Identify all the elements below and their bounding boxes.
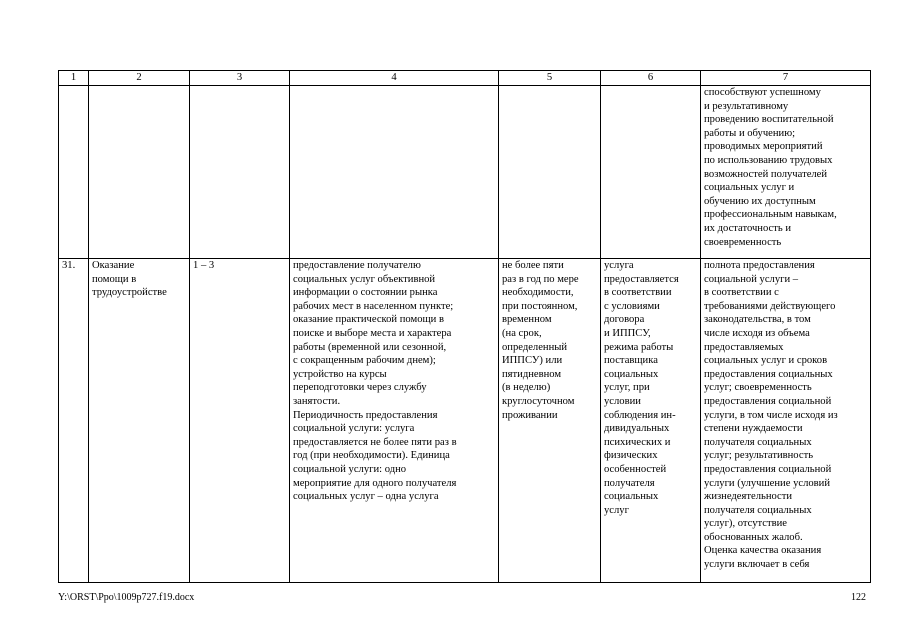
column-header-5: 5 xyxy=(499,71,601,86)
cell-quality-criteria: полнота предоставления социальной услуги – в соответствии с требованиями действующего законодательства, в том числе исходя из объема предоставляемых социальных услуг и сроков предоставления социальных услуг; своевременность предоставления социальной услуги, в том числе исходя из степени нуждаемости получателя социальных услуг; результативность предоставления социальной услуги (улучшение условий жизнедеятельности получателя социальных услуг), отсутствие обоснованных жалоб. Оценка качества оказания услуги включает в себя xyxy=(701,259,871,583)
footer-page-number: 122 xyxy=(851,592,866,603)
column-number-row xyxy=(59,71,871,86)
cell-service-description: предоставление получателю социальных услуг объективной информации о состоянии рынка рабочих мест в населенном пункте; оказание практической помощи в поиске и выборе места и характера работы (временной или сезонной, с сокращенным рабочим днем); устройство на курсы переподготовки через службу занятости. Периодичность предоставления социальной услуги: услуга предоставляется не более пяти раз в год (при необходимости). Единица социальной услуги: одно мероприятие для одного получателя социальных услуг – одна услуга xyxy=(290,259,499,583)
cell-service-conditions: услуга предоставляется в соответствии с условиями договора и ИППСУ, режима работы поставщика социальных услуг, при условии соблюдения ин- дивидуальных психических и физических особенностей получателя социальных услуг xyxy=(601,259,701,583)
table-row-31 xyxy=(59,259,871,583)
cell-empty xyxy=(89,86,190,259)
column-header-4: 4 xyxy=(290,71,499,86)
column-header-3: 3 xyxy=(190,71,290,86)
table-row-continuation xyxy=(59,86,871,259)
cell-empty xyxy=(601,86,701,259)
services-table xyxy=(58,70,871,583)
column-header-1: 1 xyxy=(59,71,89,86)
footer-file-path: Y:\ORST\Ppo\1009p727.f19.docx xyxy=(58,592,195,603)
cell-empty xyxy=(290,86,499,259)
cell-quality-criteria-continued: способствуют успешному и результативному проведению воспитательной работы и обучению; проводимых мероприятий по использованию трудовых возможностей получателей социальных услуг и обучению их доступным профессиональным навыкам, их достаточность и своевременность xyxy=(701,86,871,259)
cell-service-name: Оказание помощи в трудоустройстве xyxy=(89,259,190,583)
cell-form-code: 1 – 3 xyxy=(190,259,290,583)
cell-empty xyxy=(190,86,290,259)
column-header-6: 6 xyxy=(601,71,701,86)
cell-empty xyxy=(499,86,601,259)
cell-empty xyxy=(59,86,89,259)
cell-row-number: 31. xyxy=(59,259,89,583)
column-header-2: 2 xyxy=(89,71,190,86)
cell-service-timing: не более пяти раз в год по мере необходимости, при постоянном, временном (на срок, определенный ИППСУ) или пятидневном (в неделю) круглосуточном проживании xyxy=(499,259,601,583)
column-header-7: 7 xyxy=(701,71,871,86)
